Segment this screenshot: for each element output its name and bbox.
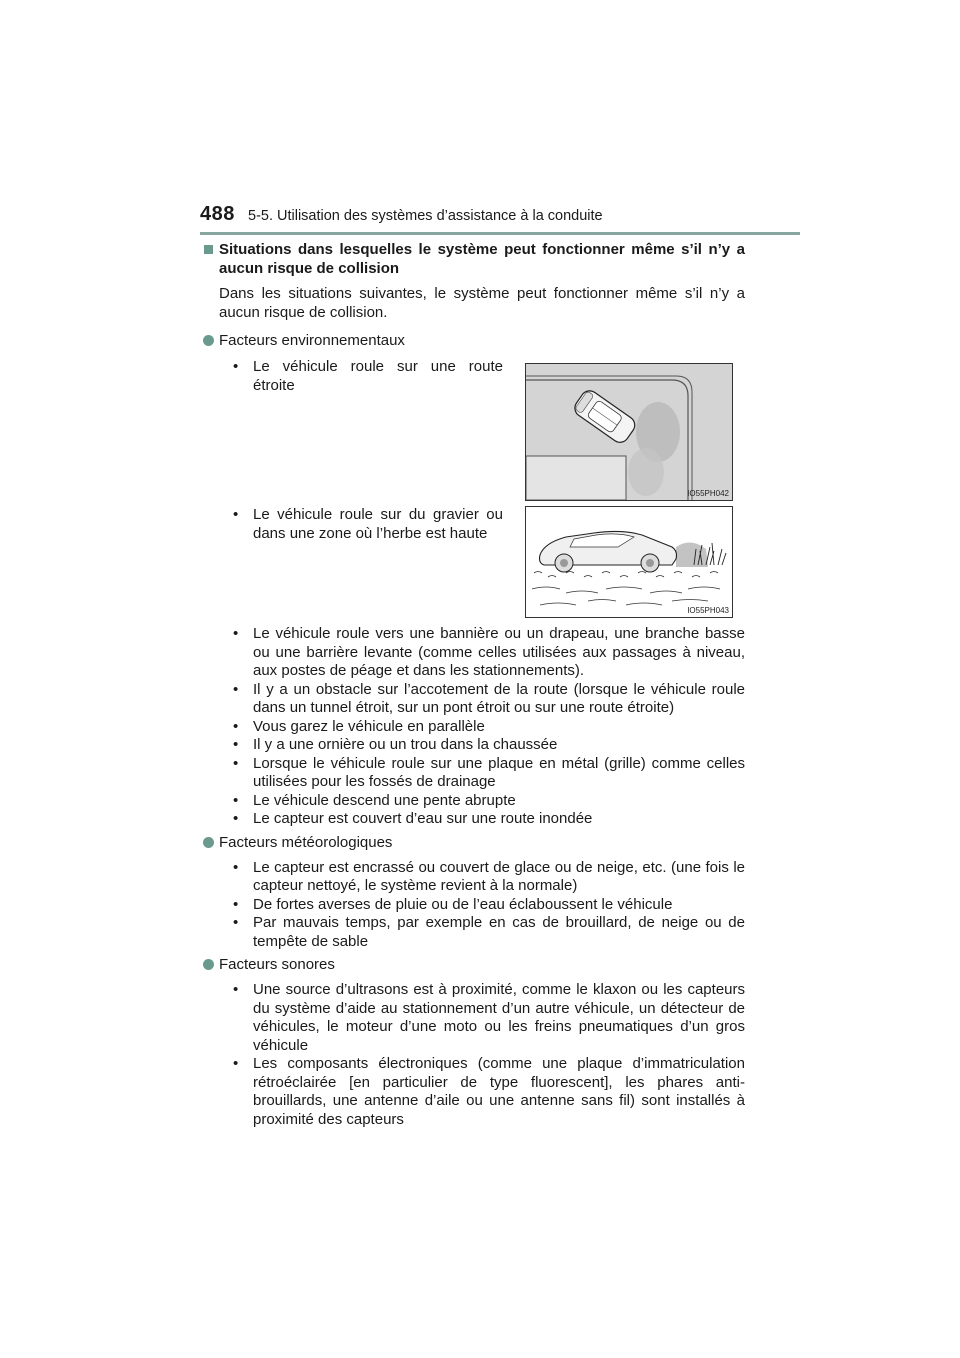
list-item: • Le capteur est encrassé ou couvert de glace ou de neige, etc. (une fois le capteur nettoyé, le système revient à la normale) xyxy=(231,859,745,896)
list-item: • Le véhicule descend une pente abrupte xyxy=(231,792,745,811)
category-weather xyxy=(211,833,745,852)
figure-block xyxy=(211,358,745,648)
list-item: • Vous garez le véhicule en parallèle xyxy=(231,718,745,737)
environment-list xyxy=(211,625,745,829)
gravel-grass-illustration xyxy=(526,507,732,617)
figure-code: IO55PH043 xyxy=(687,606,729,615)
category-sound xyxy=(211,955,745,974)
sound-list xyxy=(211,981,745,1129)
category-environment xyxy=(211,331,745,350)
section-heading-text: Situations dans lesquelles le système peut fonctionner même s’il n’y a aucun risque de collision xyxy=(219,241,745,277)
figure-code: IO55PH042 xyxy=(687,489,729,498)
chapter-title: 5-5. Utilisation des systèmes d’assistance à la conduite xyxy=(248,208,603,224)
list-item: • Par mauvais temps, par exemple en cas de brouillard, de neige ou de tempête de sable xyxy=(231,914,745,951)
header-rule xyxy=(200,232,800,235)
circle-bullet-icon xyxy=(203,335,214,346)
list-item: • Le capteur est couvert d’eau sur une route inondée xyxy=(231,810,745,829)
list-item: • De fortes averses de pluie ou de l’eau éclaboussent le véhicule xyxy=(231,896,745,915)
weather-list xyxy=(211,859,745,952)
figure-gravel-grass xyxy=(525,506,733,618)
narrow-road-illustration xyxy=(526,364,732,500)
category-title: Facteurs météorologiques xyxy=(219,833,393,851)
figure-row-narrow-road xyxy=(211,358,745,505)
section-intro: Dans les situations suivantes, le système peut fonctionner même s’il n’y a aucun risque de collision. xyxy=(219,285,745,321)
list-item: • Les composants électroniques (comme une plaque d’immatriculation rétroéclairée [en particulier de type fluorescent], les phares anti-brouillards, une antenne d’aile ou une antenne sans fil) sont installés à proximité des capteurs xyxy=(231,1055,745,1129)
category-title: Facteurs environnementaux xyxy=(219,332,405,349)
circle-bullet-icon xyxy=(203,837,214,848)
list-item: • Il y a une ornière ou un trou dans la chaussée xyxy=(231,736,745,755)
category-title: Facteurs sonores xyxy=(219,956,335,973)
list-item: • Une source d’ultrasons est à proximité, comme le klaxon ou les capteurs du système d’aide au stationnement d’un autre véhicule, un détecteur de véhicules, le moteur d’une moto ou les freins pneumatiques d’un gros véhicule xyxy=(231,981,745,1055)
list-item: • Le véhicule roule vers une bannière ou un drapeau, une branche basse ou une barrière levante (comme celles utilisées aux passages à niveau, aux postes de péage et dans les stationnements). xyxy=(231,625,745,681)
section-heading xyxy=(211,240,745,278)
list-item: • Lorsque le véhicule roule sur une plaque en métal (grille) comme celles utilisées pour les fossés de drainage xyxy=(231,755,745,792)
page-content xyxy=(211,240,745,1129)
page-number: 488 xyxy=(200,203,235,225)
list-item: • Il y a un obstacle sur l’accotement de la route (lorsque le véhicule roule dans un tunnel étroit, sur un pont étroit ou sur une route étroite) xyxy=(231,681,745,718)
square-bullet-icon xyxy=(204,245,213,254)
figure-narrow-road xyxy=(525,363,733,501)
circle-bullet-icon xyxy=(203,959,214,970)
list-item: • Le véhicule roule sur du gravier ou dans une zone où l’herbe est haute xyxy=(231,506,503,543)
list-item: • Le véhicule roule sur une route étroite xyxy=(231,358,503,395)
